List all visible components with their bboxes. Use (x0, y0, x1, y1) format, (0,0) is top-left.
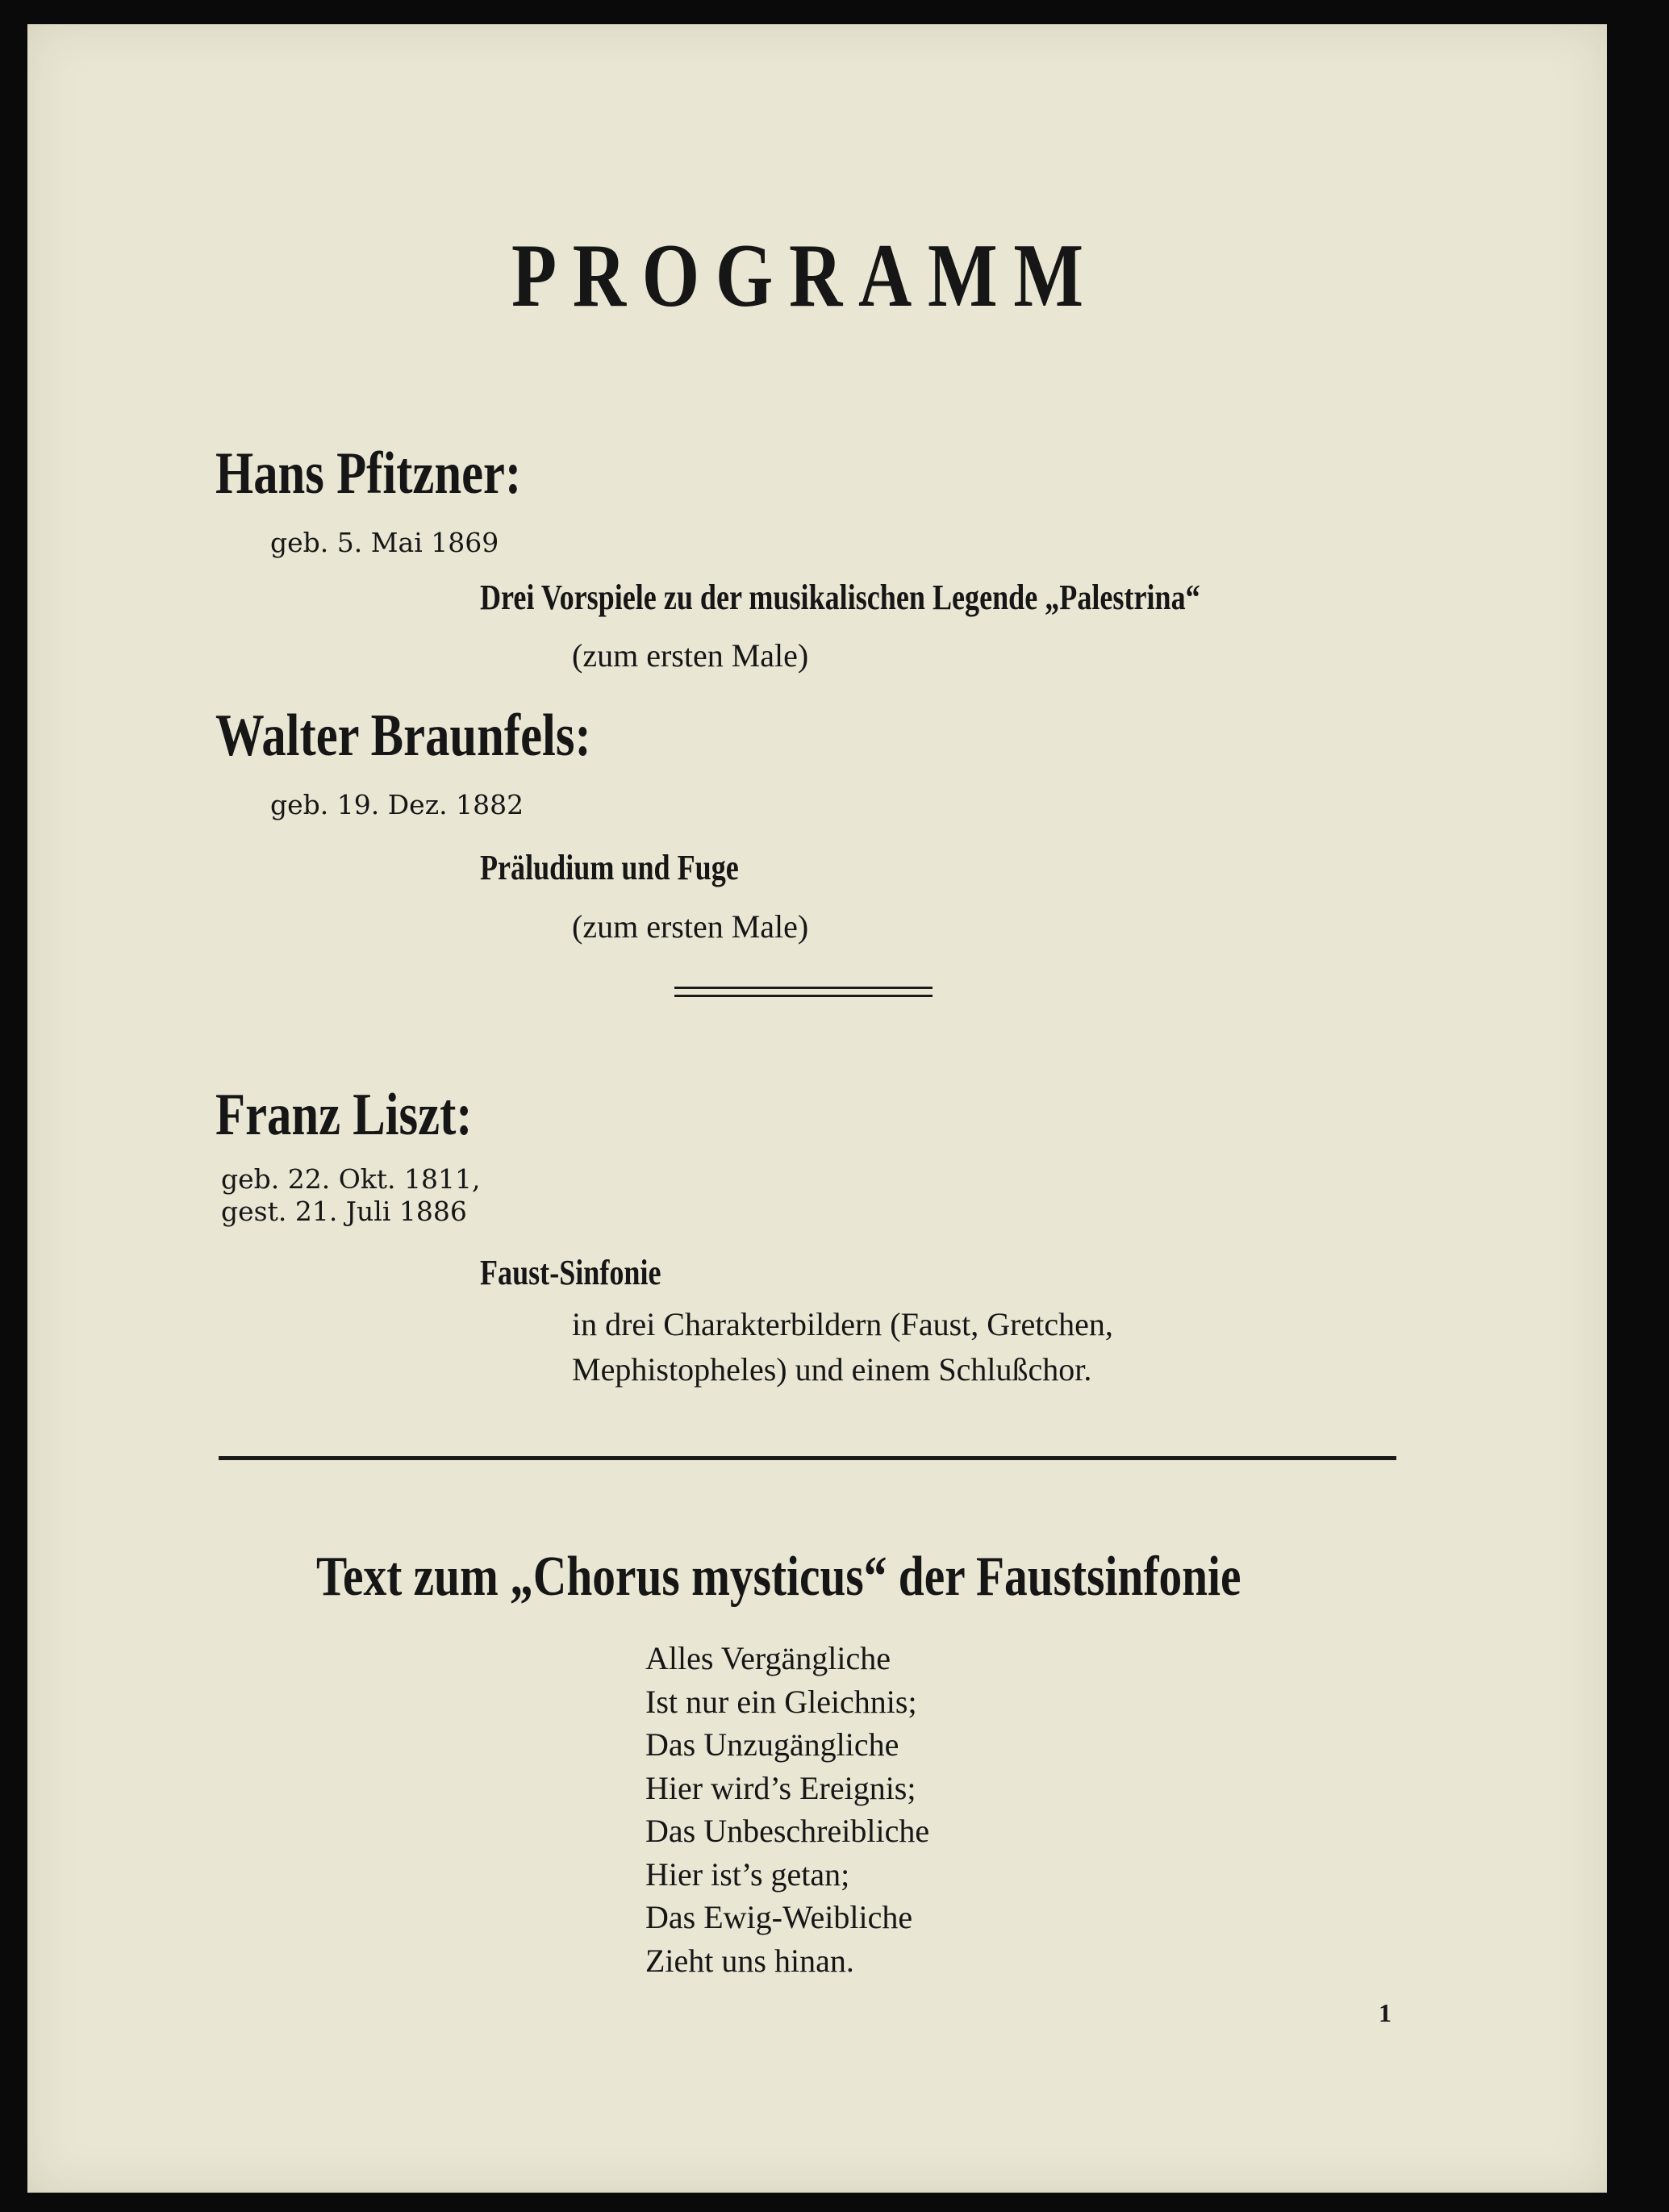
verse-line: Zieht uns hinan. (645, 1942, 854, 1979)
date-line: geb. 19. Dez. 1882 (270, 789, 524, 820)
composer-dates-liszt (221, 1163, 481, 1228)
date-line: gest. 21. Juli 1886 (221, 1196, 467, 1227)
composer-dates-pfitzner (270, 527, 499, 559)
page-number: 1 (1379, 1998, 1392, 2027)
work-title-palestrina: Drei Vorspiele zu der musikalischen Legende „Palestrina“ (480, 578, 1200, 617)
double-rule-bottom (674, 995, 933, 997)
chorus-verse (645, 1637, 929, 1982)
work-note-liszt (572, 1302, 1113, 1392)
verse-line: Das Unzugängliche (645, 1726, 899, 1763)
work-title-faust-sinfonie: Faust-Sinfonie (480, 1253, 661, 1292)
composer-dates-braunfels (270, 789, 524, 821)
verse-line: Das Unbeschreibliche (645, 1813, 930, 1849)
verse-line: Hier wird’s Ereignis; (645, 1769, 916, 1806)
work-note-braunfels (572, 904, 808, 949)
verse-line: Ist nur ein Gleichnis; (645, 1683, 917, 1720)
chorus-heading: Text zum „Chorus mysticus“ der Faustsinfonie (316, 1546, 1241, 1608)
date-line: geb. 5. Mai 1869 (270, 527, 499, 558)
composer-name-pfitzner: Hans Pfitzner: (215, 440, 522, 507)
verse-line: Alles Vergängliche (645, 1640, 891, 1676)
section-rule (219, 1456, 1396, 1460)
work-note-pfitzner (572, 633, 808, 678)
date-line: geb. 22. Okt. 1811, (221, 1163, 481, 1195)
work-title-praeludium: Präludium und Fuge (480, 848, 739, 887)
composer-name-braunfels: Walter Braunfels: (215, 703, 591, 769)
note-line: in drei Charakterbildern (Faust, Gretchen, (572, 1306, 1113, 1342)
note-line: (zum ersten Male) (572, 908, 809, 945)
program-page (27, 24, 1607, 2193)
double-rule-top (674, 987, 933, 989)
show-through-title (401, 206, 420, 317)
verse-line: Hier ist’s getan; (645, 1855, 850, 1893)
verse-line: Das Ewig-Weibliche (645, 1899, 913, 1935)
page-title: PROGRAMM (511, 226, 1099, 326)
note-line: Mephistopheles) und einem Schlußchor. (572, 1351, 1092, 1388)
note-line: (zum ersten Male) (572, 637, 809, 674)
composer-name-liszt: Franz Liszt: (215, 1082, 473, 1148)
